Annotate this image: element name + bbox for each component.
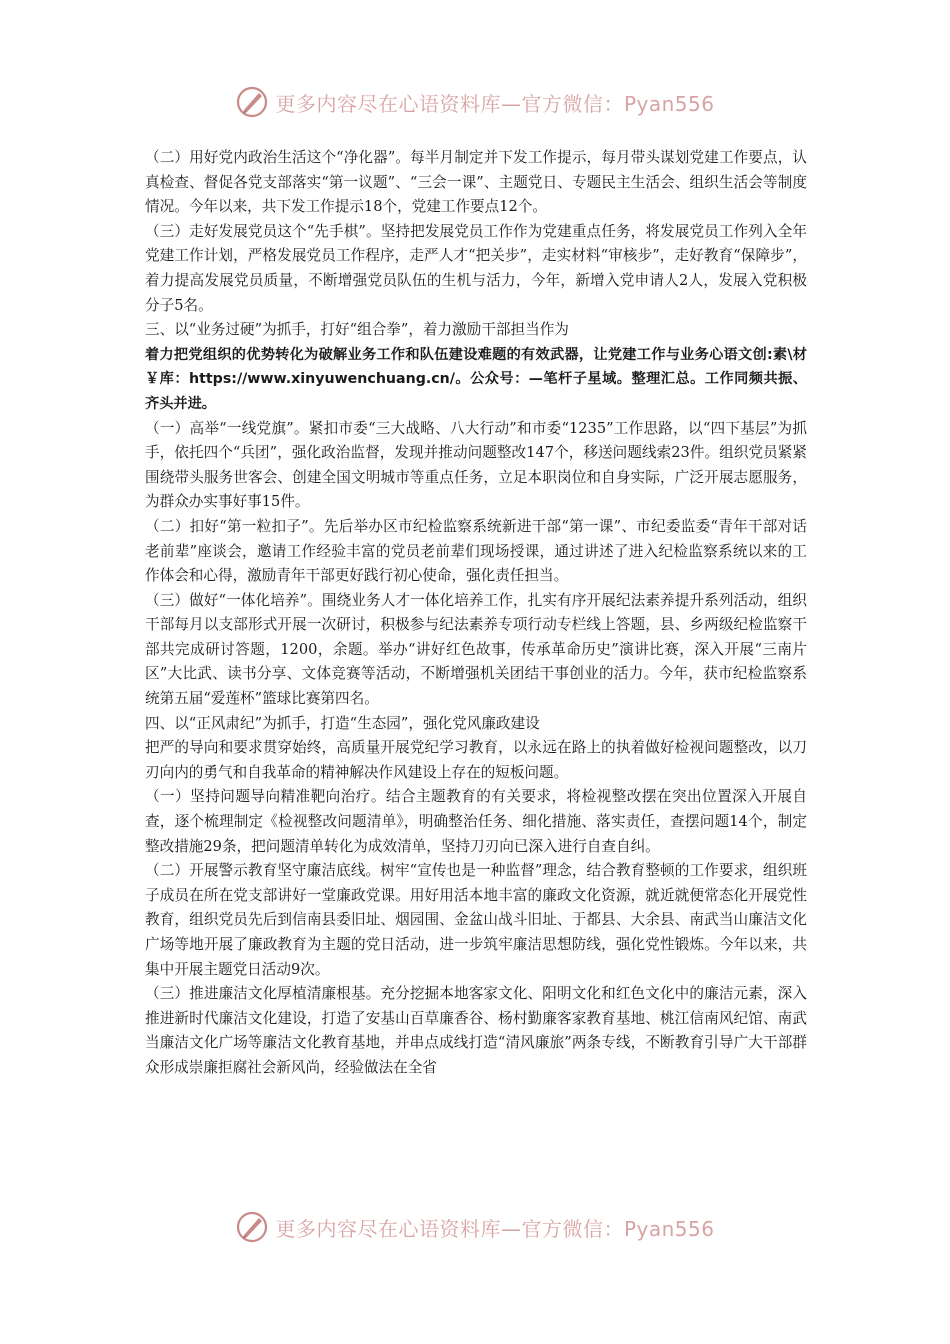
watermark-text: 更多内容尽在心语资料库—官方微信：Pyan556	[275, 91, 715, 116]
footer-watermark	[0, 1207, 950, 1247]
paragraph: （二）扣好“第一粒扣子”。先后举办区市纪检监察系统新进干部“第一课”、市纪委监委“青年干部对话老前辈”座谈会，邀请工作经验丰富的党员老前辈们现场授课，通过讲述了进入纪检监察系统以来的工作体会和心得，激励青年干部更好践行初心使命，强化责任担当。	[145, 517, 807, 585]
paragraph: （二）开展警示教育坚守廉洁底线。树牢“宣传也是一种监督”理念，结合教育整顿的工作要求，组织班子成员在所在党支部讲好一堂廉政党课。用好用活本地丰富的廉政文化资源，就近就便常态化开展党性教育，组织党员先后到信南县委旧址、烟园围、金盆山战斗旧址、于都县、大余县、南武当山廉洁文化广场等地开展了廉政教育为主题的党日活动，进一步筑牢廉洁思想防线，强化党性锻炼。今年以来，共集中开展主题党日活动9次。	[145, 862, 807, 978]
paragraph: （一）高举“一线党旗”。紧扣市委“三大战略、八大行动”和市委“1235”工作思路，以“四下基层”为抓手，依托四个“兵团”，强化政治监督，发现并推动问题整改147个，移送问题线索23件。组织党员紧紧围绕带头服务世客会、创建全国文明城市等重点任务，立足本职岗位和自身实际，广泛开展志愿服务，为群众办实事好事15件。	[145, 419, 807, 511]
watermark-text: 更多内容尽在心语资料库—官方微信：Pyan556	[275, 1216, 715, 1241]
pen-circle-logo-icon	[235, 1210, 269, 1244]
section-heading: 三、以“业务过硬”为抓手，打好“组合拳”，着力激励干部担当作为	[145, 321, 569, 339]
paragraph: （三）推进廉洁文化厚植清廉根基。充分挖掘本地客家文化、阳明文化和红色文化中的廉洁元素，深入推进新时代廉洁文化建设，打造了安基山百草廉香谷、杨村勤廉客家教育基地、桃江信南风纪馆、南武当廉洁文化广场等廉洁文化教育基地，并串点成线打造“清风廉旅”两条专线，不断教育引导广大干部群众形成崇廉拒腐社会新风尚，经验做法在全省	[145, 985, 807, 1076]
bold-paragraph: 着力把党组织的优势转化为破解业务工作和队伍建设难题的有效武器，让党建工作与业务心语文创:素\材￥库：https://www.xinyuwenchuang.cn/。公众号：—笔杆子星域。整理汇总。工作同频共振、齐头并进。	[145, 346, 807, 412]
paragraph: （三）做好“一体化培养”。围绕业务人才一体化培养工作，扎实有序开展纪法素养提升系列活动，组织干部每月以支部形式开展一次研讨，积极参与纪法素养专项行动专栏线上答题，县、乡两级纪检监察干部共完成研讨答题，1200，余题。举办“讲好红色故事，传承革命历史”演讲比赛，深入开展“三南片区”大比武、读书分享、文体竞赛等活动，不断增强机关团结干事创业的活力。今年，获市纪检监察系统第五届“爱莲杯”篮球比赛第四名。	[145, 591, 807, 708]
paragraph: （二）用好党内政治生活这个“净化器”。每半月制定并下发工作提示，每月带头谋划党建工作要点，认真检查、督促各党支部落实“第一议题”、“三会一课”、主题党日、专题民主生活会、组织生活会等制度情况。今年以来，共下发工作提示18个，党建工作要点12个。	[145, 149, 807, 216]
document-body	[145, 146, 807, 1081]
header-watermark	[0, 82, 950, 122]
paragraph: 把严的导向和要求贯穿始终，高质量开展党纪学习教育，以永远在路上的执着做好检视问题整改，以刀刃向内的勇气和自我革命的精神解决作风建设上存在的短板问题。	[145, 739, 807, 781]
paragraph: （三）走好发展党员这个“先手棋”。坚持把发展党员工作作为党建重点任务，将发展党员工作列入全年党建工作计划，严格发展党员工作程序，走严人才“把关步”，走实材料“审核步”，走好教育“保障步”，着力提高发展党员质量，不断增强党员队伍的生机与活力，今年，新增入党申请人2人，发展入党积极分子5名。	[145, 222, 807, 314]
section-heading: 四、以“正风肃纪”为抓手，打造“生态园”，强化党风廉政建设	[145, 714, 540, 732]
paragraph: （一）坚持问题导向精准靶向治疗。结合主题教育的有关要求，将检视整改摆在突出位置深入开展自查，逐个梳理制定《检视整改问题清单》，明确整治任务、细化措施、落实责任，查摆问题14个，制定整改措施29条，把问题清单转化为成效清单，坚持刀刃向已深入进行自查自纠。	[145, 788, 807, 855]
pen-circle-logo-icon	[235, 85, 269, 119]
